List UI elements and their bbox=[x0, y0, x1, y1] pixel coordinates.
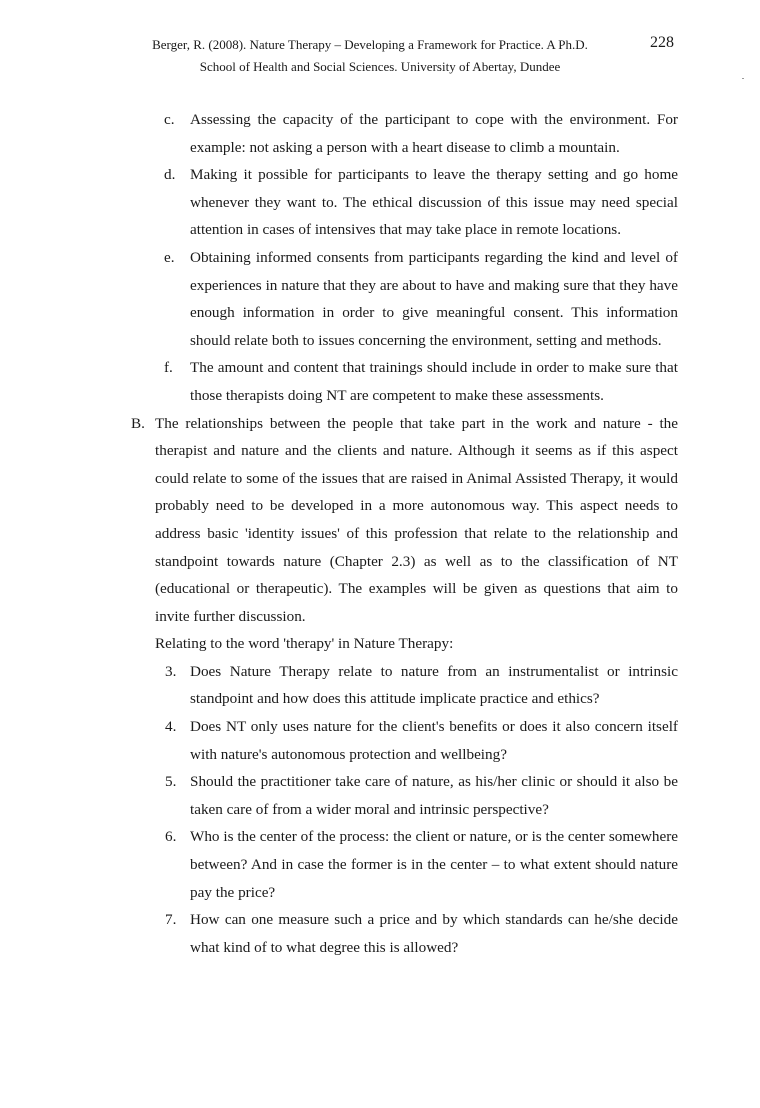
list-item-d bbox=[164, 161, 678, 244]
numbered-item-6 bbox=[165, 823, 678, 906]
list-marker: e. bbox=[164, 248, 175, 266]
list-item-f bbox=[164, 354, 678, 409]
header-institution: School of Health and Social Sciences. University of Abertay, Dundee bbox=[199, 59, 561, 74]
numbered-item-4 bbox=[165, 713, 678, 768]
section-item-b bbox=[131, 410, 678, 631]
relating-heading: Relating to the word 'therapy' in Nature Therapy: bbox=[155, 635, 454, 653]
list-item-text: Assessing the capacity of the participant to cope with the environment. For example: not asking a person with a heart disease to climb a mountain. bbox=[190, 111, 678, 156]
number-marker: 5. bbox=[165, 773, 177, 791]
list-marker: d. bbox=[164, 166, 176, 184]
numbered-item-text: Should the practitioner take care of nature, as his/her clinic or should it also be taken care of from a wider moral and intrinsic perspective? bbox=[190, 773, 678, 818]
numbered-item-text: How can one measure such a price and by which standards can he/she decide what kind of to what degree this is allowed? bbox=[190, 911, 678, 956]
numbered-item-7 bbox=[165, 906, 678, 961]
number-marker: 4. bbox=[165, 718, 177, 736]
scan-speck bbox=[742, 78, 744, 79]
page-body bbox=[0, 106, 760, 961]
list-item-text: The amount and content that trainings should include in order to make sure that those therapists doing NT are competent to make these assessments. bbox=[190, 359, 678, 404]
numbered-item-5 bbox=[165, 768, 678, 823]
section-item-text: The relationships between the people that take part in the work and nature - the therapist and nature and the clients and nature. Although it seems as if this aspect could relate to some of the issues that are raised in Animal Assisted Therapy, it would probably need to be developed in a more autonomous way. This aspect needs to address basic 'identity issues' of this profession that relate to the relationship and standpoint towards nature (Chapter 2.3) as well as to the classification of NT (educational or therapeutic). The examples will be given as questions that aim to invite further discussion. bbox=[155, 414, 678, 625]
number-marker: 6. bbox=[165, 828, 177, 846]
numbered-item-text: Who is the center of the process: the client or nature, or is the center somewhere between? And in case the former is in the center – to what extent should nature pay the price? bbox=[190, 828, 678, 901]
section-marker: B. bbox=[131, 414, 145, 432]
list-item-text: Obtaining informed consents from participants regarding the kind and level of experiences in nature that they are about to have and making sure that they have enough information in order to give meaningful consent. This information should relate both to issues concerning the environment, setting and methods. bbox=[190, 248, 678, 349]
numbered-item-3 bbox=[165, 658, 678, 713]
list-item-e bbox=[164, 244, 678, 354]
number-marker: 7. bbox=[165, 911, 177, 929]
list-marker: f. bbox=[164, 359, 173, 377]
numbered-item-text: Does Nature Therapy relate to nature from an instrumentalist or intrinsic standpoint and how does this attitude implicate practice and ethics? bbox=[190, 662, 678, 708]
numbered-item-text: Does NT only uses nature for the client's benefits or does it also concern itself with nature's autonomous protection and wellbeing? bbox=[190, 718, 678, 763]
list-item-text: Making it possible for participants to leave the therapy setting and go home whenever they want to. The ethical discussion of this issue may need special attention in cases of intensives that may take place in remote locations. bbox=[190, 166, 678, 239]
list-item-c bbox=[164, 106, 678, 161]
list-marker: c. bbox=[164, 111, 175, 128]
header-citation: Berger, R. (2008). Nature Therapy – Developing a Framework for Practice. A Ph.D. bbox=[152, 37, 588, 52]
running-header bbox=[100, 34, 680, 78]
page-number: 228 bbox=[650, 34, 674, 51]
number-marker: 3. bbox=[165, 662, 177, 680]
